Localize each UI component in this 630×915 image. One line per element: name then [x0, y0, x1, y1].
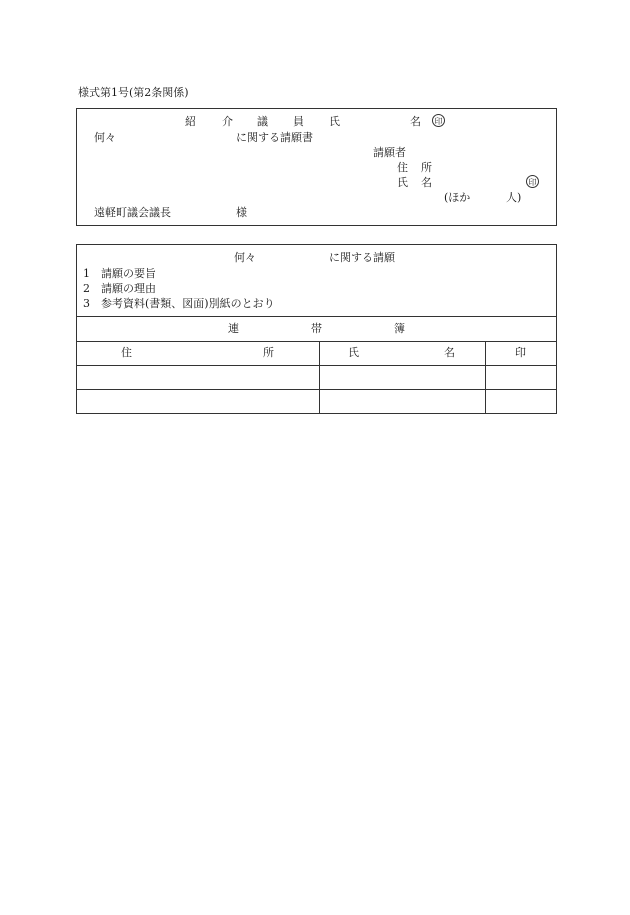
addressee-honorific: 様	[236, 206, 247, 219]
introducer-char: 名	[410, 115, 421, 128]
others-count-open: (ほか	[444, 191, 471, 204]
signature-table-title-char: 簿	[394, 322, 405, 335]
list-item-number: 3	[83, 297, 90, 310]
list-item: 請願の理由	[101, 282, 156, 295]
signature-table-title-char: 帯	[311, 322, 322, 335]
addressee: 遠軽町議会議長	[94, 206, 171, 219]
list-item-number: 2	[83, 282, 90, 295]
table-row	[77, 366, 556, 388]
petition-title-prefix: 何々	[234, 251, 256, 264]
others-count-close: 人)	[506, 191, 522, 204]
address-label-char: 住	[397, 161, 408, 174]
list-item: 請願の要旨	[101, 267, 156, 280]
petition-subject-suffix: に関する請願書	[236, 131, 313, 144]
introducer-char: 員	[293, 115, 304, 128]
introducer-char: 氏	[329, 115, 340, 128]
signature-table-title-char: 連	[228, 322, 239, 335]
name-label-char: 氏	[397, 176, 408, 189]
name-label-char: 名	[421, 176, 432, 189]
list-item-number: 1	[83, 267, 90, 280]
introducer-char: 紹	[185, 115, 196, 128]
table-row	[77, 390, 556, 413]
column-header-name-char: 氏	[348, 346, 359, 359]
list-item: 参考資料(書類、図面)別紙のとおり	[101, 297, 275, 310]
table-divider	[76, 316, 557, 317]
introducer-char: 議	[257, 115, 268, 128]
introducer-seal-icon: 印	[432, 114, 445, 127]
column-header-seal: 印	[515, 346, 526, 359]
petition-subject-prefix: 何々	[94, 131, 116, 144]
petitioner-label: 請願者	[373, 146, 406, 159]
column-header-name-char: 名	[444, 346, 455, 359]
column-header-address-char: 住	[121, 346, 132, 359]
address-label-char: 所	[421, 161, 432, 174]
form-label: 様式第1号(第2条関係)	[78, 86, 189, 99]
petitioner-seal-icon: 印	[526, 175, 539, 188]
column-header-address-char: 所	[263, 346, 274, 359]
introducer-char: 介	[222, 115, 233, 128]
petition-title-suffix: に関する請願	[329, 251, 395, 264]
